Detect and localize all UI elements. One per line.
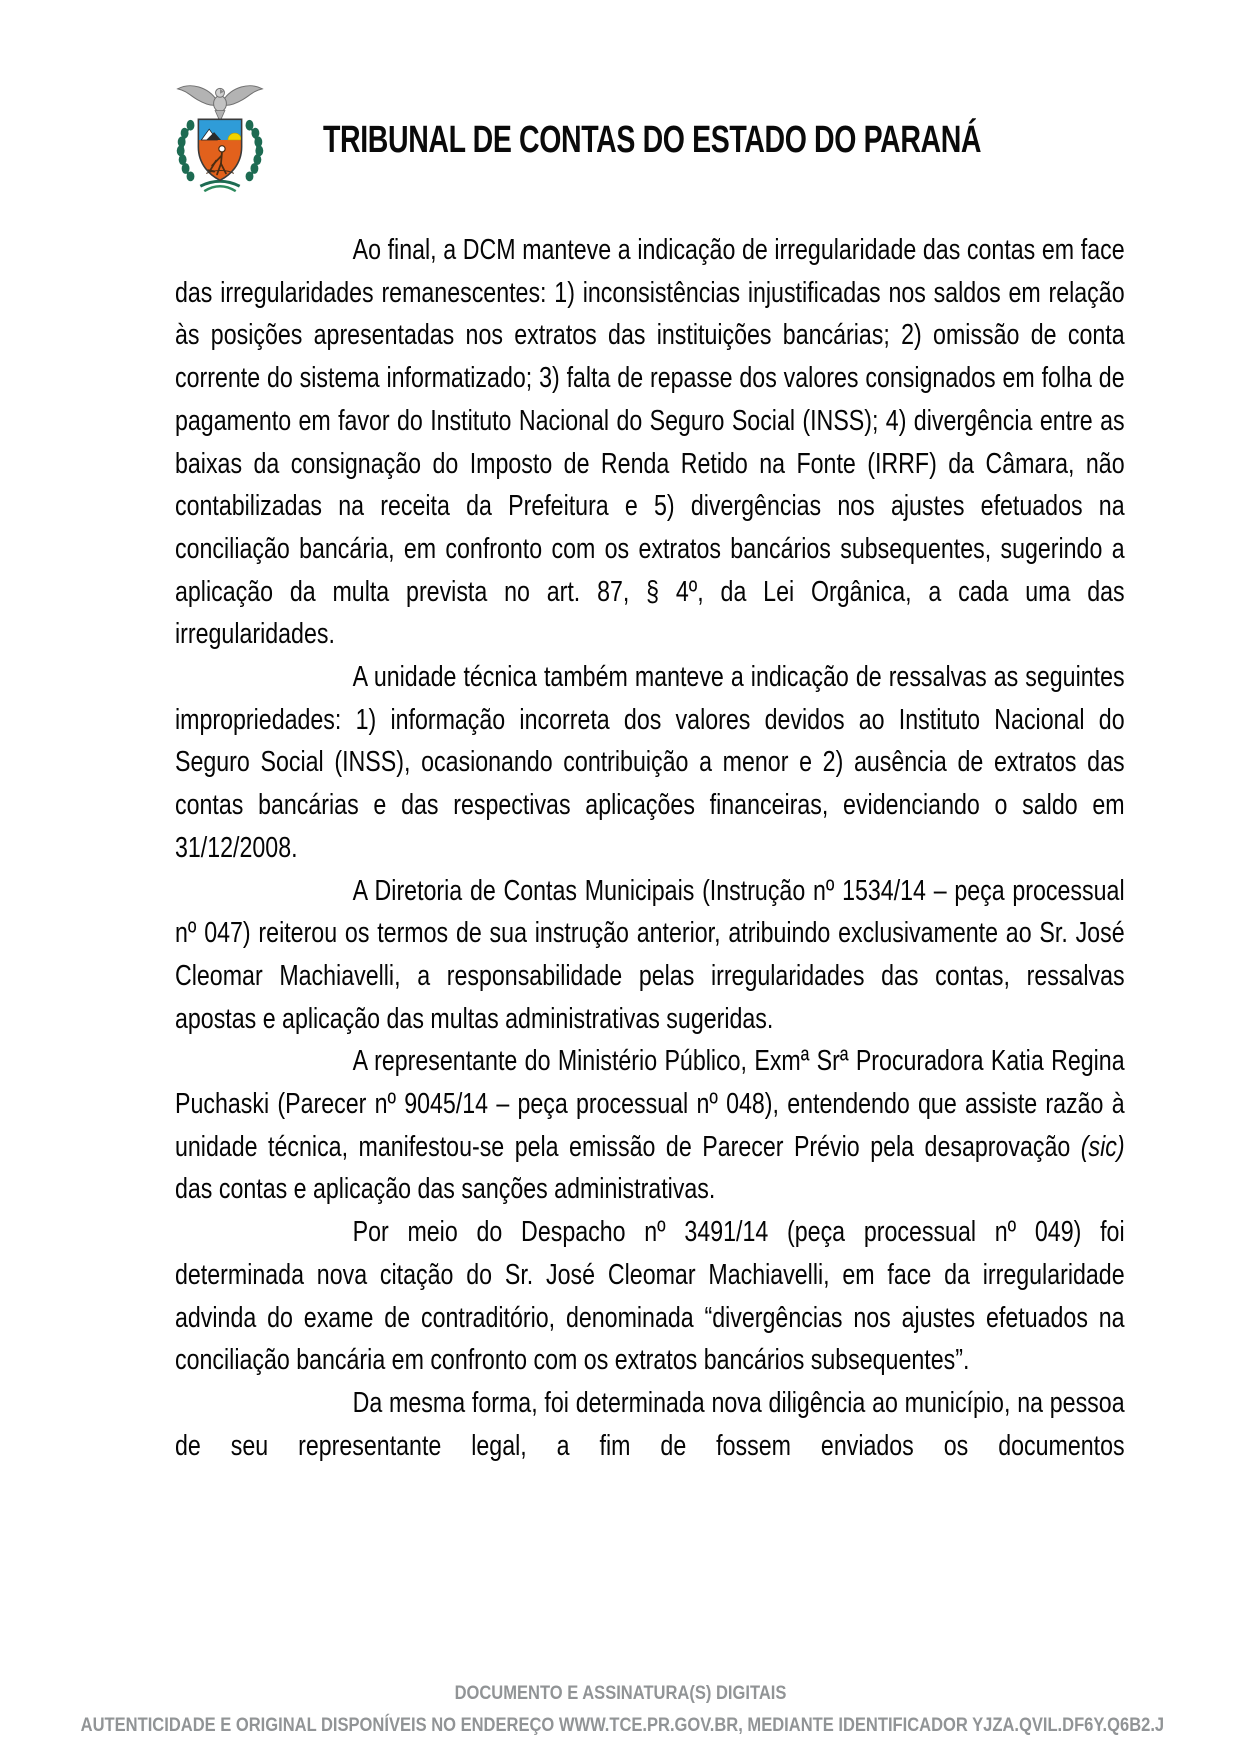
paragraph — [175, 1040, 1125, 1211]
paragraph-text: Ao final, a DCM manteve a indicação de irregularidade das contas em face das irregularidades remanescentes: 1) inconsistências injustificadas nos saldos em relação às posições apresentadas nos extratos das instituições bancárias; 2) omissão de conta corrente do sistema informatizado; 3) falta de repasse dos valores consignados em folha de pagamento em favor do Instituto Nacional do Seguro Social (INSS); 4) divergência entre as baixas da consignação do Imposto de Renda Retido na Fonte (IRRF) da Câmara, não contabilizadas na receita da Prefeitura e 5) divergências nos ajustes efetuados na conciliação bancária, em confronto com os extratos bancários subsequentes, sugerindo a aplicação da multa prevista no art. 87, § 4º, da Lei Orgânica, a cada uma das irregularidades. — [175, 234, 1125, 651]
paragraph-text: A Diretoria de Contas Municipais (Instrução nº 1534/14 – peça processual nº 047) reiterou os termos de sua instrução anterior, atribuindo exclusivamente ao Sr. José Cleomar Machiavelli, a responsabilidade pelas irregularidades das contas, ressalvas apostas e aplicação das multas administrativas sugeridas. — [175, 874, 1125, 1035]
parana-coat-of-arms-logo — [170, 80, 270, 198]
footer-line-document: DOCUMENTO E ASSINATURA(S) DIGITAIS — [454, 1683, 787, 1704]
paragraph — [175, 1382, 1125, 1467]
document-body — [175, 229, 1125, 1467]
paragraph-text: A representante do Ministério Público, Exmª Srª Procuradora Katia Regina Puchaski (Parecer nº 9045/14 – peça processual nº 048), entendendo que assiste razão à unidade técnica, manifestou-se pela emissão de Parecer Prévio pela desaprovação — [175, 1045, 1125, 1163]
shield — [198, 119, 241, 180]
paragraph-text: Por meio do Despacho nº 3491/14 (peça processual nº 049) foi determinada nova citação do Sr. José Cleomar Machiavelli, em face da irregularidade advinda do exame de contraditório, denominada “divergências nos ajustes efetuados na conciliação bancária em confronto com os extratos bancários subsequentes”. — [175, 1216, 1125, 1377]
digital-signature-footer — [80, 1678, 1165, 1741]
paragraph — [175, 1211, 1125, 1382]
paragraph — [175, 870, 1125, 1041]
page-title: TRIBUNAL DE CONTAS DO ESTADO DO PARANÁ — [323, 119, 982, 161]
paragraph — [175, 656, 1125, 870]
footer-line-authenticity: AUTENTICIDADE E ORIGINAL DISPONÍVEIS NO ENDEREÇO WWW.TCE.PR.GOV.BR, MEDIANTE IDENTIFICADOR YJZA.QVIL.DF6Y.Q6B2.J — [80, 1714, 1165, 1736]
eagle-icon — [178, 86, 263, 120]
paragraph — [175, 229, 1125, 656]
paragraph-text: Da mesma forma, foi determinada nova diligência ao município, na pessoa de seu representante legal, a fim de fossem enviados os documentos — [175, 1386, 1125, 1462]
paragraph-text: das contas e aplicação das sanções administrativas. — [175, 1173, 716, 1206]
sic-italic-text: (sic) — [1080, 1130, 1125, 1163]
paragraph-text: A unidade técnica também manteve a indicação de ressalvas as seguintes impropriedades: 1) informação incorreta dos valores devidos ao Instituto Nacional do Seguro Social (INSS), ocasionando contribuição a menor e 2) ausência de extratos das contas bancárias e das respectivas aplicações financeiras, evidenciando o saldo em 31/12/2008. — [175, 661, 1125, 864]
